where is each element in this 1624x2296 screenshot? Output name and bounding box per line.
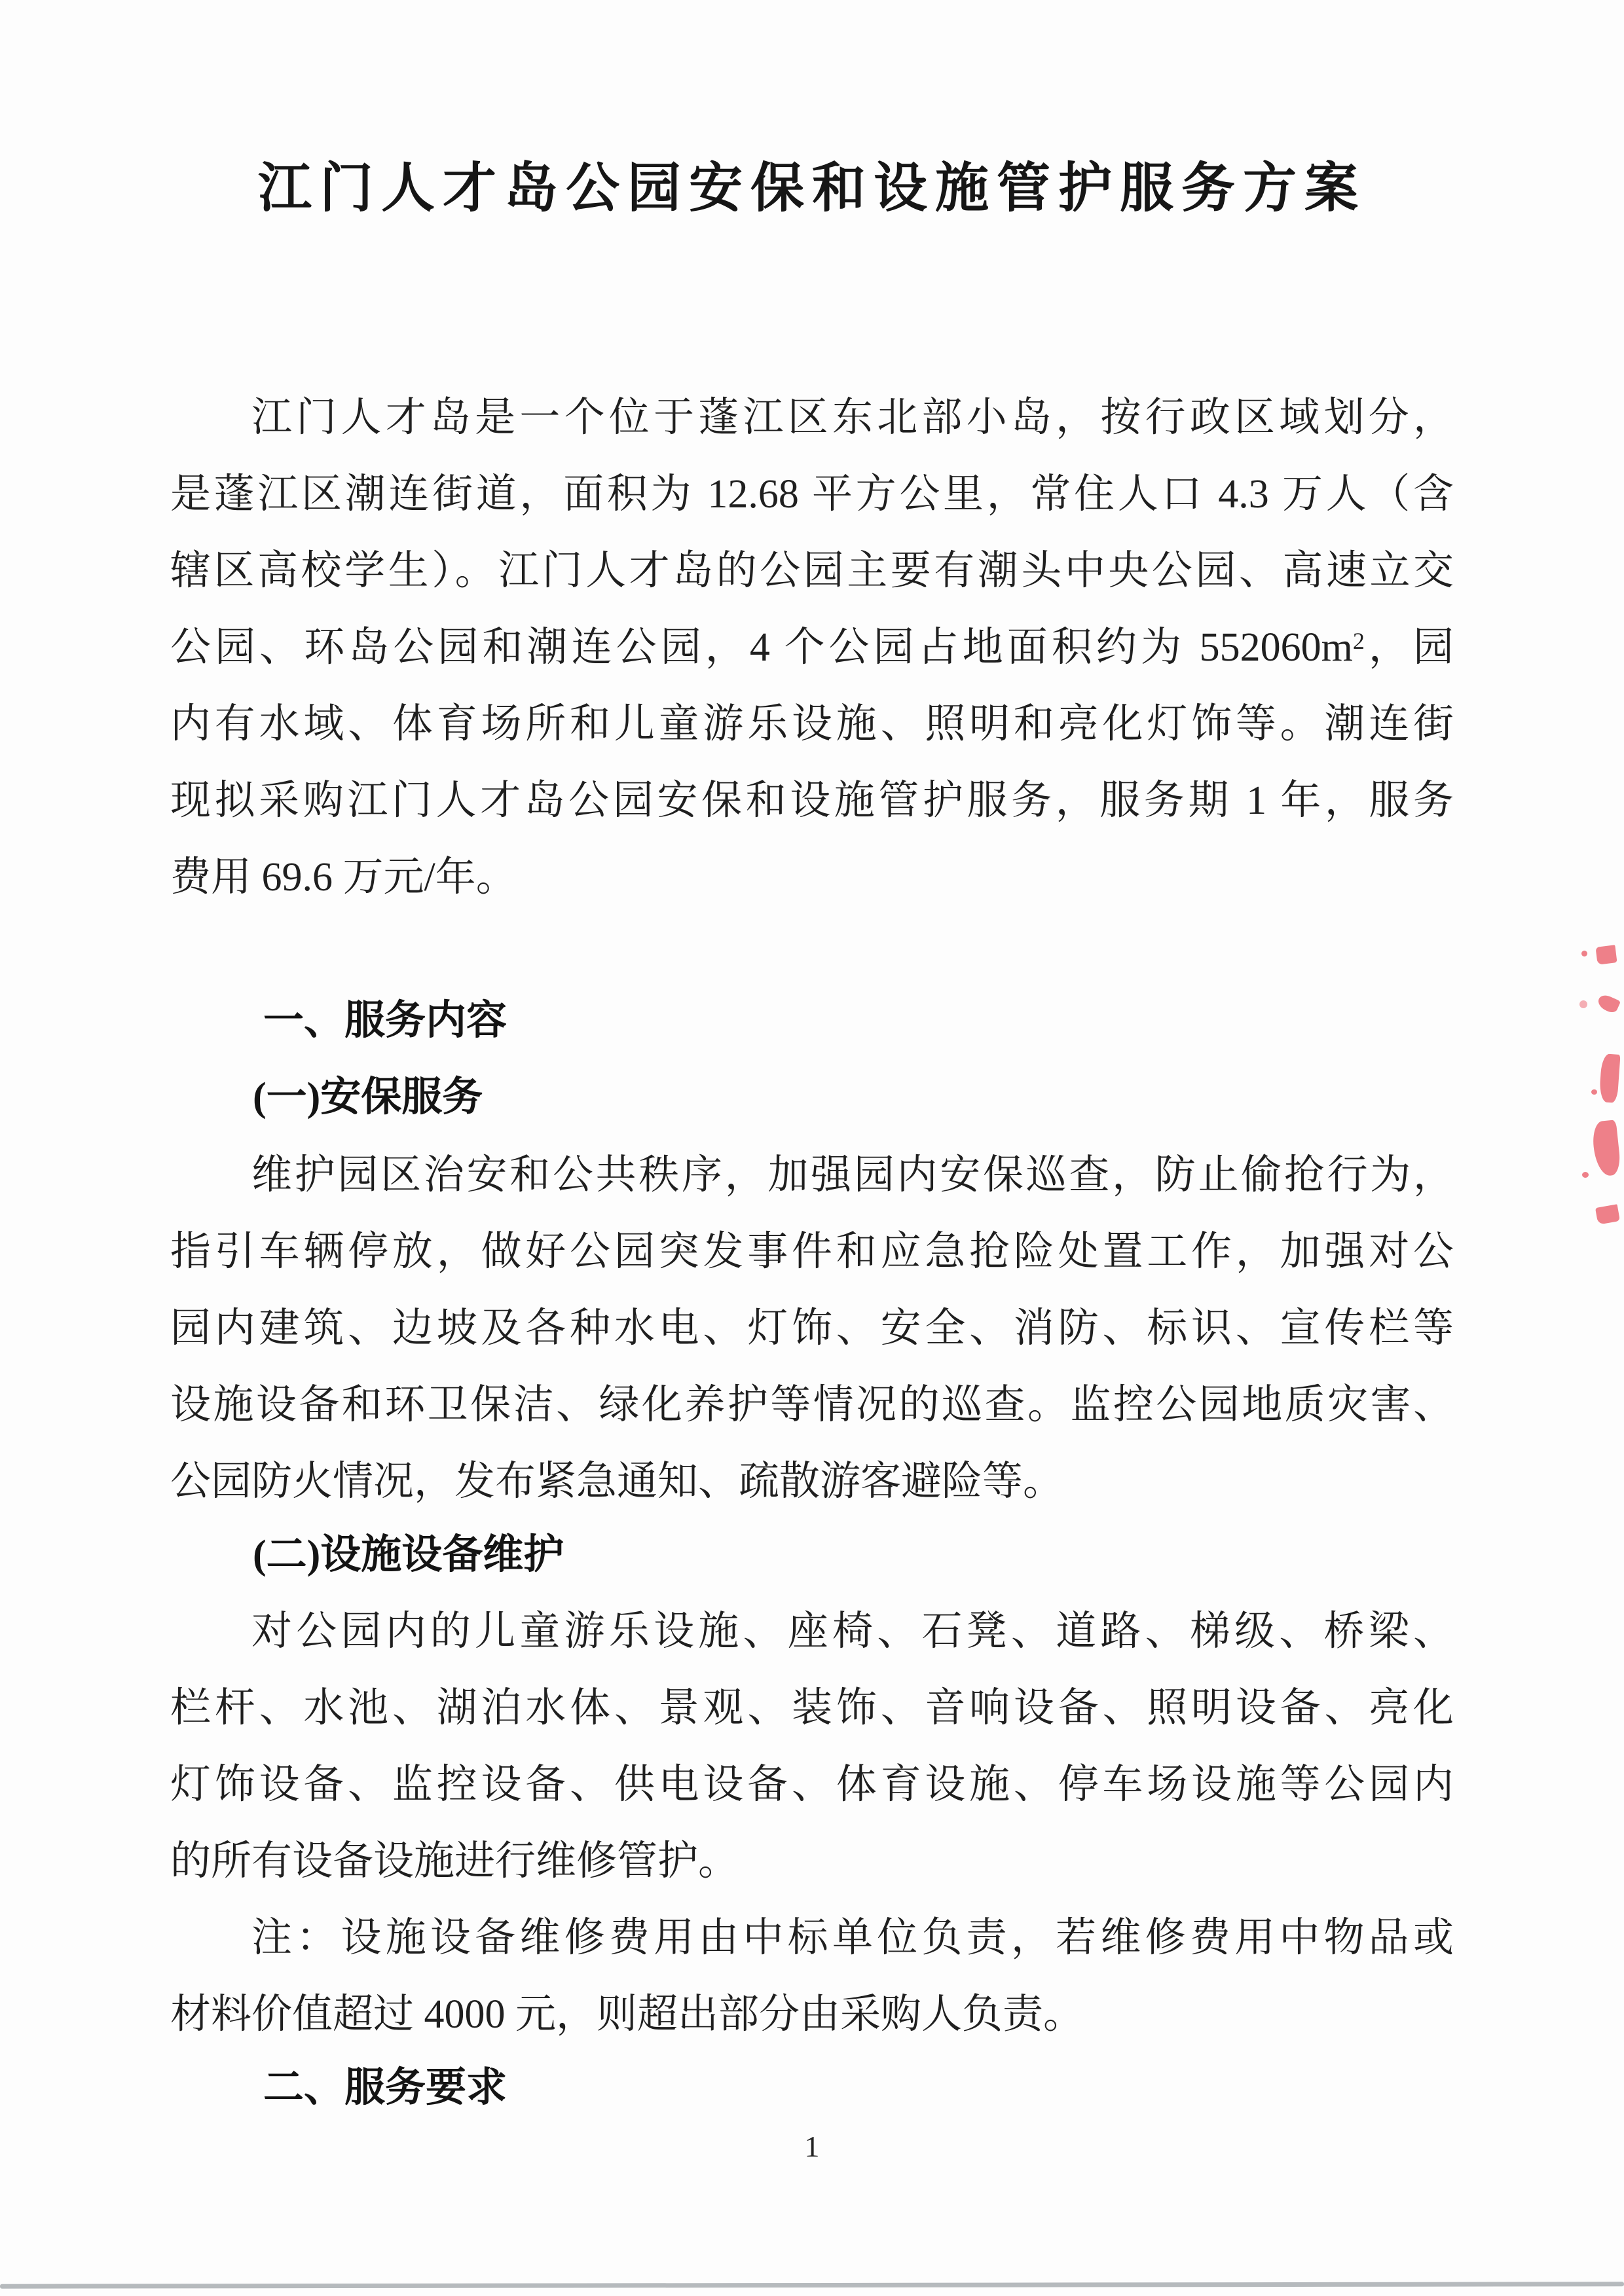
stamp-fragment bbox=[1591, 1120, 1622, 1177]
stamp-fragment bbox=[1595, 1204, 1620, 1225]
security-line: 园内建筑、边坡及各种水电、灯饰、安全、消防、标识、宣传栏等 bbox=[170, 1306, 1454, 1351]
intro-line: 辖区高校学生）。江门人才岛的公园主要有潮头中央公园、高速立交 bbox=[170, 549, 1454, 593]
security-line: 指引车辆停放，做好公园突发事件和应急抢险处置工作，加强对公 bbox=[170, 1230, 1454, 1274]
facility-line: 栏杆、水池、湖泊水体、景观、装饰、音响设备、照明设备、亮化 bbox=[170, 1686, 1454, 1730]
intro-line: 现拟采购江门人才岛公园安保和设施管护服务，服务期 1 年，服务 bbox=[170, 778, 1454, 823]
stamp-fragment-dot bbox=[1591, 1089, 1597, 1095]
heading-security-service: (一)安保服务 bbox=[253, 1075, 483, 1120]
stamp-fragment bbox=[1595, 945, 1617, 964]
note-line: 材料价值超过 4000 元，则超出部分由采购人负责。 bbox=[170, 1992, 1084, 2037]
stamp-fragment bbox=[1596, 993, 1621, 1014]
stamp-fragment-dot bbox=[1581, 951, 1587, 957]
area-text-tail: ，园 bbox=[1364, 625, 1454, 670]
intro-line: 江门人才岛是一个位于蓬江区东北部小岛，按行政区域划分， bbox=[251, 395, 1454, 440]
page-number: 1 bbox=[804, 2130, 820, 2163]
intro-line-area bbox=[170, 619, 1454, 680]
heading-facility-maintenance: (二)设施设备维护 bbox=[253, 1533, 564, 1577]
intro-line: 内有水域、体育场所和儿童游乐设施、照明和亮化灯饰等。潮连街 bbox=[170, 702, 1454, 746]
heading-service-content: 一、服务内容 bbox=[263, 998, 507, 1043]
document-title: 江门人才岛公园安保和设施管护服务方案 bbox=[257, 158, 1366, 218]
facility-line: 对公园内的儿童游乐设施、座椅、石凳、道路、梯级、桥梁、 bbox=[251, 1609, 1454, 1654]
stamp-fragment-dot bbox=[1579, 1000, 1587, 1008]
stamp-fragment bbox=[1598, 1053, 1620, 1103]
security-line: 维护园区治安和公共秩序，加强园内安保巡查，防止偷抢行为， bbox=[251, 1153, 1454, 1197]
intro-line: 是蓬江区潮连街道，面积为 12.68 平方公里，常住人口 4.3 万人（含 bbox=[170, 472, 1454, 517]
heading-service-requirements: 二、服务要求 bbox=[263, 2066, 507, 2110]
superscript-2: 2 bbox=[1352, 628, 1365, 654]
facility-line: 的所有设备设施进行维修管护。 bbox=[170, 1839, 739, 1884]
facility-line: 灯饰设备、监控设备、供电设备、体育设施、停车场设施等公园内 bbox=[170, 1762, 1454, 1807]
area-text: 公园、环岛公园和潮连公园，4 个公园占地面积约为 552060m bbox=[170, 625, 1353, 670]
intro-line: 费用 69.6 万元/年。 bbox=[170, 855, 517, 900]
security-line: 公园防火情况，发布紧急通知、疏散游客避险等。 bbox=[170, 1459, 1064, 1504]
stamp-fragment-dot bbox=[1582, 1172, 1589, 1178]
scan-edge-line bbox=[0, 2282, 1624, 2288]
security-line: 设施设备和环卫保洁、绿化养护等情况的巡查。监控公园地质灾害、 bbox=[170, 1383, 1454, 1427]
note-line: 注：设施设备维修费用由中标单位负责，若维修费用中物品或 bbox=[251, 1916, 1454, 1960]
